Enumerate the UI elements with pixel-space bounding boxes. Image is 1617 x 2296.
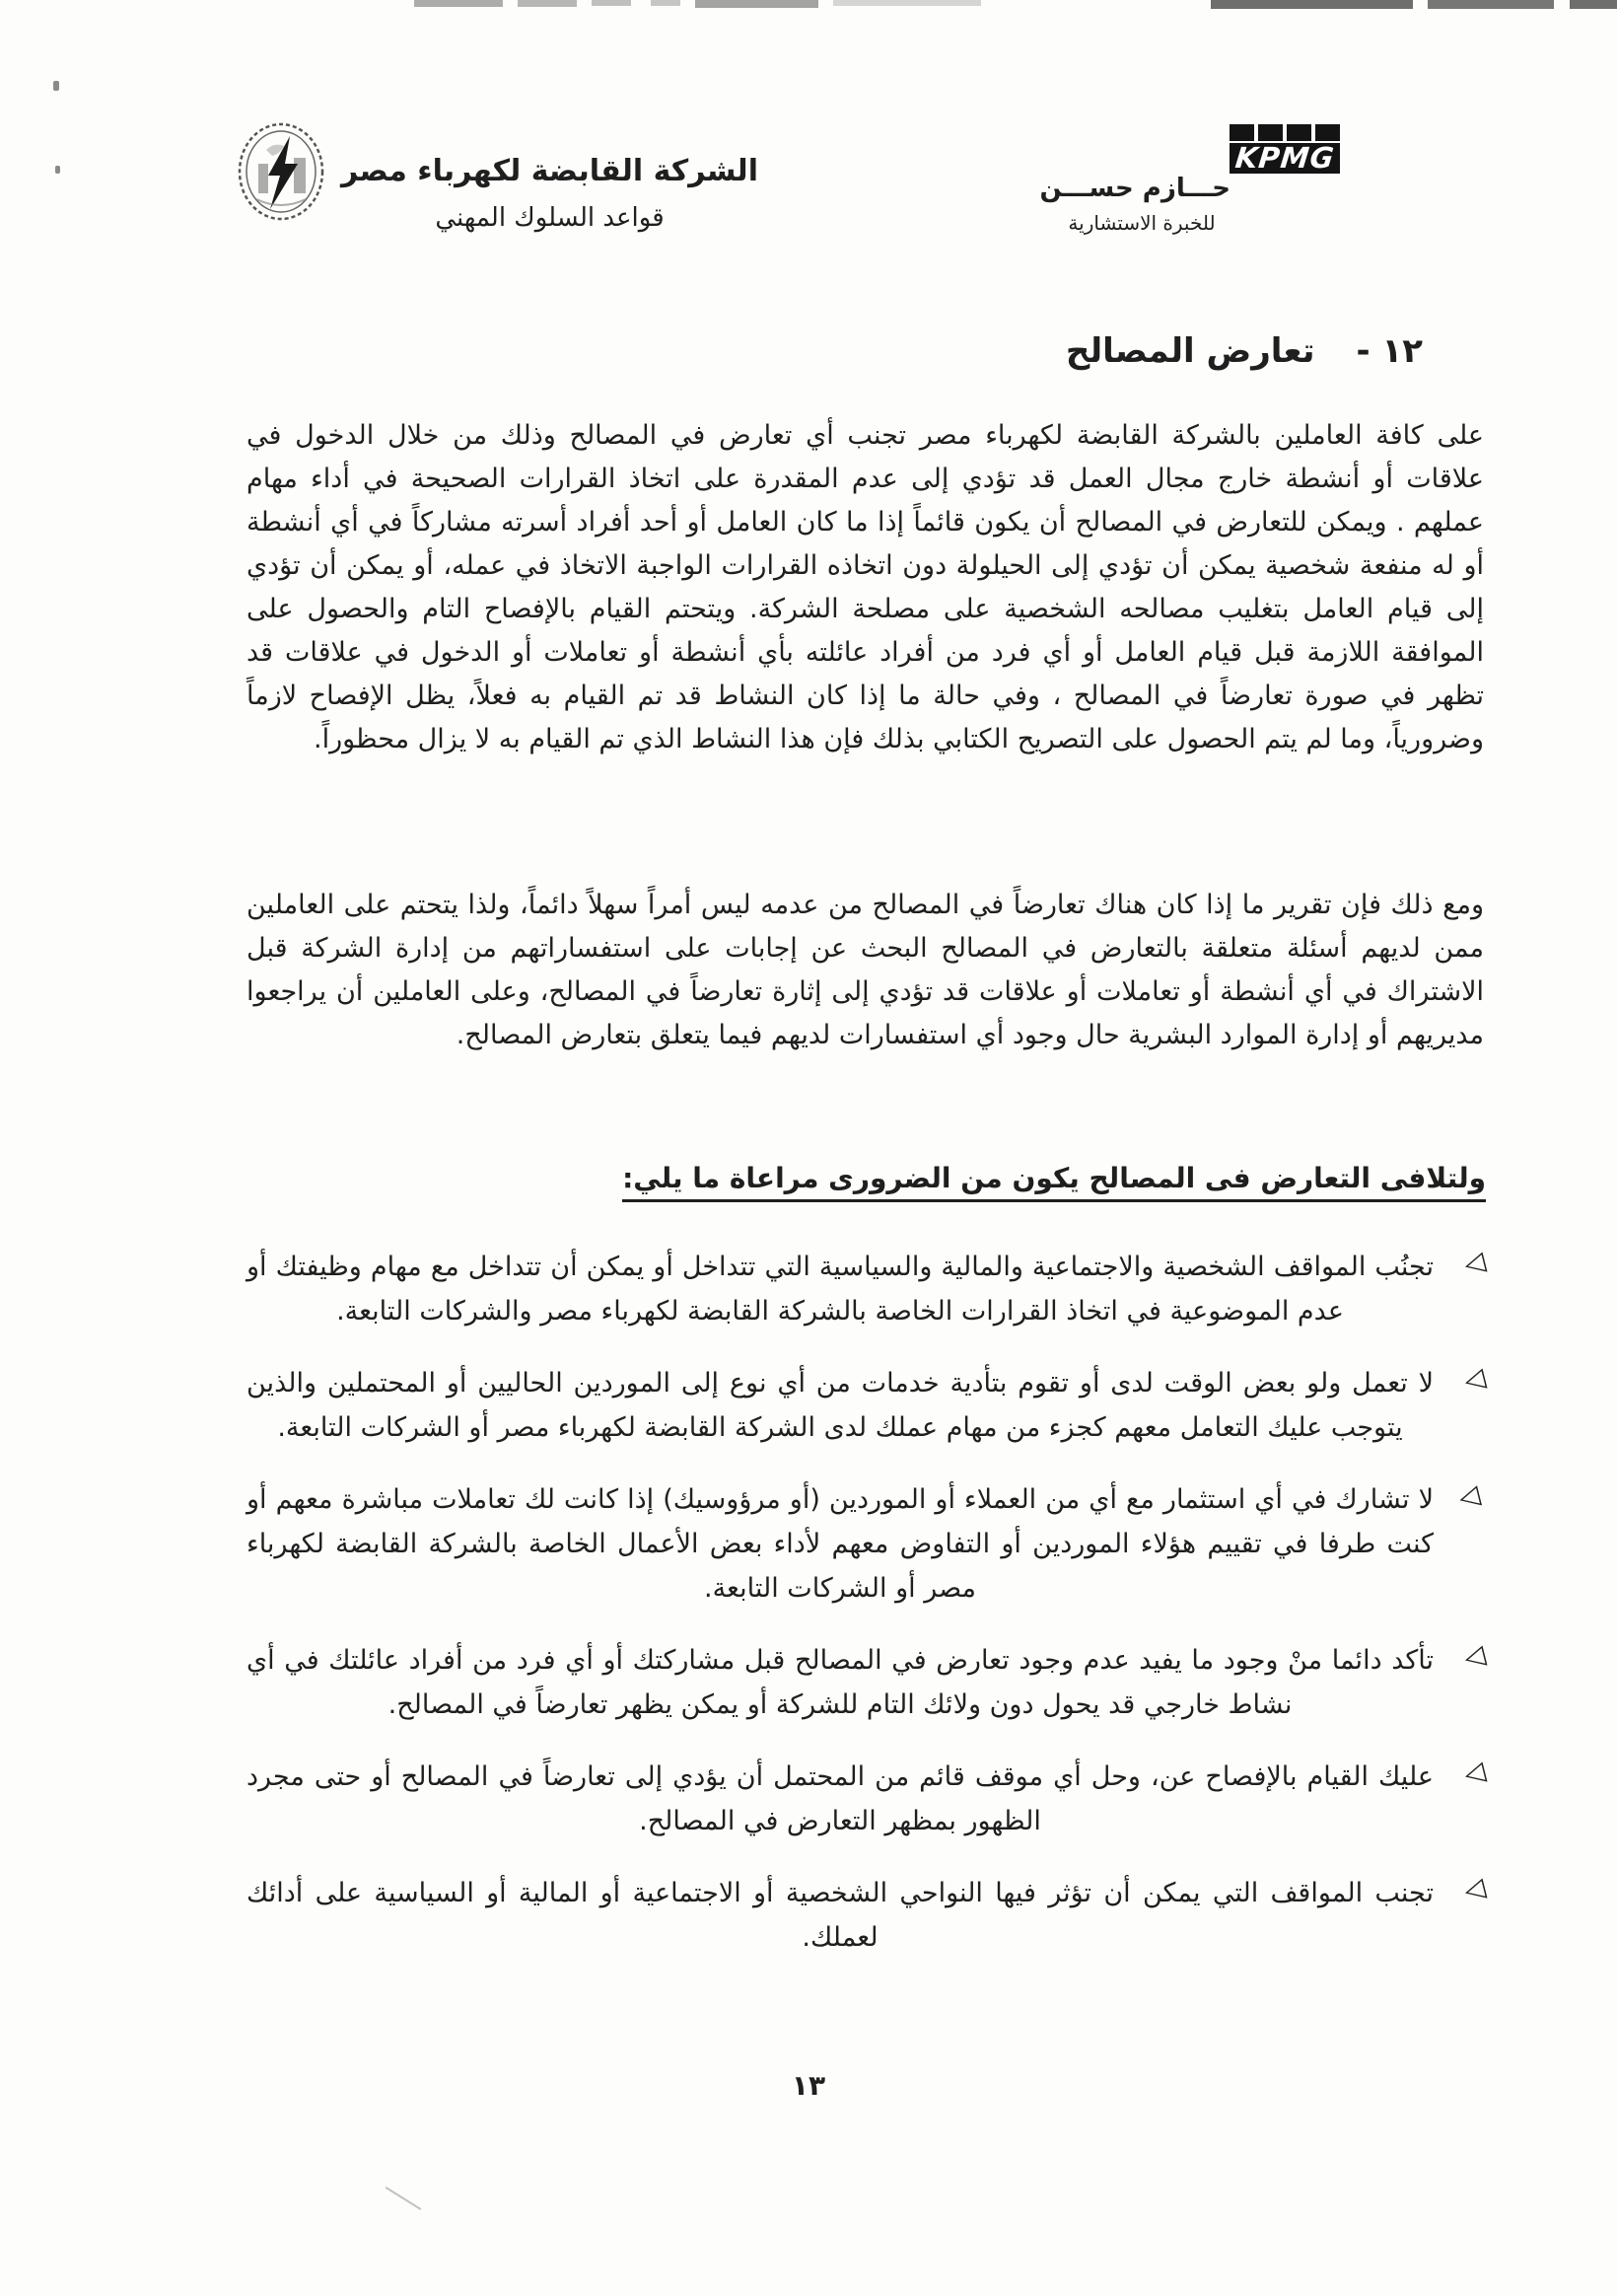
company-seal-icon [237,120,325,233]
list-item [246,1871,1491,1960]
section-heading [1066,331,1423,371]
arrow-bullet-icon: ◁ [1460,1246,1489,1281]
scan-scratch [386,2187,422,2210]
list-item-text: عليك القيام بالإفصاح عن، وحل أي موقف قائم من المحتمل أن يؤدي إلى تعارضاً في المصالح أو حتى مجرد الظهور بمظهر التعارض في المصالح. [246,1761,1434,1836]
list-item [246,1638,1491,1727]
paragraph-conflict-intro: على كافة العاملين بالشركة القابضة لكهرباء مصر تجنب أي تعارض في المصالح وذلك من خلال الدخول في علاقات أو أنشطة خارج مجال العمل قد تؤدي إلى عدم المقدرة على اتخاذ القرارات الصحيحة في أداء مهام عملهم . ويمكن للتعارض في المصالح أن يكون قائماً إذا ما كان العامل أو أحد أفراد أسرته مشاركاً في أي أنشطة أو له منفعة شخصية يمكن أن تؤدي إلى الحيلولة دون اتخاذه القرارات الواجبة الاتخاذ في عمله، أو يمكن أن تؤدي إلى قيام العامل بتغليب مصالحه الشخصية على مصلحة الشركة. ويتحتم القيام بالإفصاح التام والحصول على الموافقة اللازمة قبل قيام العامل أو أي فرد من أفراد عائلته بأي أنشطة أو تعاملات أو الدخول في علاقات قد تظهر في صورة تعارضاً في المصالح ، وفي حالة ما إذا كان النشاط قد تم القيام به فعلاً، يظل الإفصاح لازماً وضرورياً، وما لم يتم الحصول على التصريح الكتابي بذلك فإن هذا النشاط الذي تم القيام به لا يزال محظوراً. [246,420,1484,754]
kpmg-logo-band [1230,143,1340,174]
scan-artifact [592,0,631,6]
consultant-name: حـــازم حســـن [1039,174,1230,203]
consultant-subtitle: للخبرة الاستشارية [1068,211,1216,235]
document-title: قواعد السلوك المهني [435,203,665,233]
list-item [246,1245,1491,1333]
list-heading: ولتلافى التعارض فى المصالح يكون من الضرورى مراعاة ما يلي: [622,1162,1486,1202]
arrow-bullet-icon: ◁ [1460,1872,1489,1907]
kpmg-logo-blocks [1230,124,1340,141]
list-item [246,1477,1491,1611]
list-item-text: تجنب المواقف التي يمكن أن تؤثر فيها النواحي الشخصية أو الاجتماعية أو المالية أو السياسية على أدائك لعملك. [246,1878,1434,1953]
page-number: ١٣ [791,2069,826,2102]
list-item-text: لا تشارك في أي استثمار مع أي من العملاء أو الموردين (أو مرؤوسيك) إذا كانت لك تعاملات مباشرة معهم أو كنت طرفا في تقييم هؤلاء الموردين أو التفاوض معهم لأداء بعض الأعمال الخاصة بالشركة القابضة لكهرباء مصر أو الشركات التابعة. [246,1484,1434,1604]
scan-artifact [833,0,981,6]
scan-artifact [695,0,818,8]
scan-speck [55,166,60,174]
scan-artifact [1570,0,1617,9]
arrow-bullet-icon: ◁ [1460,1639,1489,1675]
scan-artifact [1428,0,1554,9]
scan-artifact [414,0,503,7]
section-number: ١٢ - [1356,331,1423,371]
kpmg-logo [1230,124,1340,174]
list-item-text: تأكد دائما منْ وجود ما يفيد عدم وجود تعارض في المصالح قبل مشاركتك أو أي فرد من أفراد عائلتك في أي نشاط خارجي قد يحول دون ولائك التام للشركة أو يمكن يظهر تعارضاً في المصالح. [246,1645,1434,1720]
company-text-block [341,120,758,233]
scan-artifact [518,0,577,7]
arrow-bullet-icon: ◁ [1460,1362,1489,1398]
list-item [246,1361,1491,1450]
list-item-text: لا تعمل ولو بعض الوقت لدى أو تقوم بتأدية خدمات من أي نوع إلى الموردين الحاليين أو المحتملين والذين يتوجب عليك التعامل معهم كجزء من مهام عملك لدى الشركة القابضة لكهرباء مصر أو الشركات التابعة. [246,1368,1434,1443]
paragraph-conflict-guidance: ومع ذلك فإن تقرير ما إذا كان هناك تعارضاً في المصالح من عدمه ليس أمراً سهلاً دائماً، ولذا يتحتم على العاملين ممن لديهم أسئلة متعلقة بالتعارض في المصالح البحث عن إجابات على استفساراتهم من إدارة الشركة قبل الاشتراك في أي أنشطة أو تعاملات أو علاقات قد تؤدي إلى إثارة تعارضاً في المصالح، وعلى العاملين أن يراجعوا مديريهم أو إدارة الموارد البشرية حال وجود أي استفسارات لديهم فيما يتعلق بتعارض المصالح. [246,890,1484,1050]
consultant-block [1039,174,1230,235]
scan-artifact [1211,0,1413,9]
conflict-avoidance-list [246,1245,1491,1987]
arrow-bullet-icon: ◁ [1460,1756,1489,1791]
company-name: الشركة القابضة لكهرباء مصر [341,154,758,188]
arrow-bullet-icon: ◁ [1455,1478,1484,1514]
section-title: تعارض المصالح [1065,331,1315,371]
kpmg-wordmark: KPMG [1233,141,1337,175]
list-item [246,1755,1491,1843]
company-header [237,120,758,233]
scan-speck [53,81,59,91]
scan-artifact [651,0,680,6]
list-item-text: تجنُب المواقف الشخصية والاجتماعية والمالية والسياسية التي تتداخل أو يمكن أن تتداخل مع مهام وظيفتك أو عدم الموضوعية في اتخاذ القرارات الخاصة بالشركة القابضة لكهرباء مصر والشركات التابعة. [246,1252,1434,1327]
